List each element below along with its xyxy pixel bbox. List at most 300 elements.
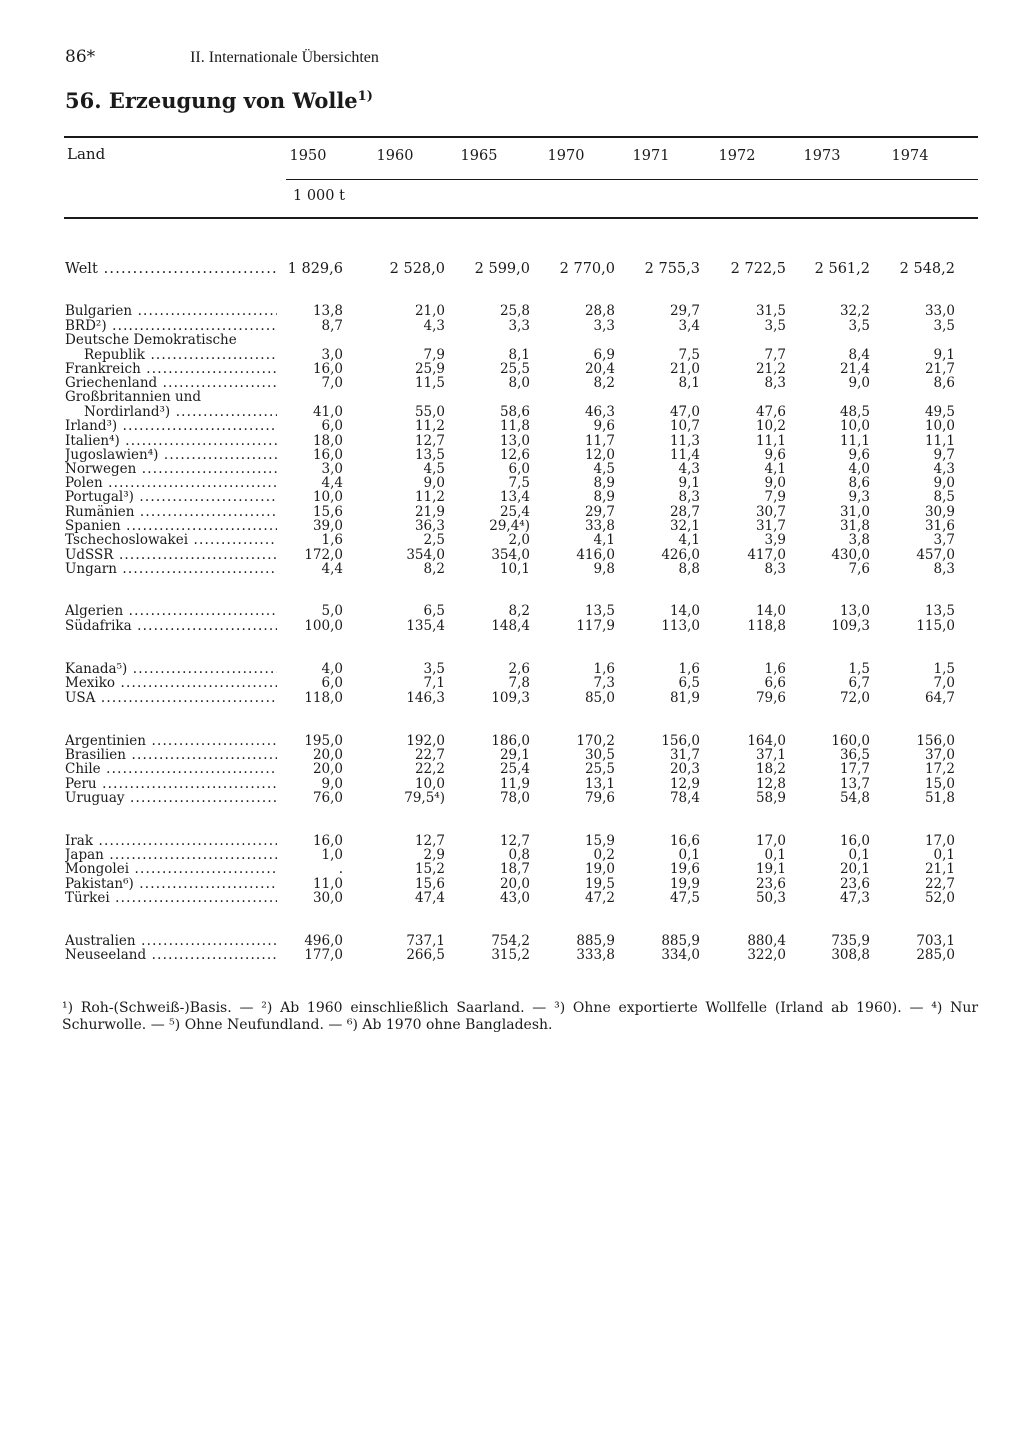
- cell-1971: 2 755,3: [644, 261, 700, 277]
- footnote-5: ⁵) Ohne Neufundland. —: [169, 1017, 343, 1033]
- cell-1960: 22,7: [414, 747, 445, 763]
- cell-1965: 11,9: [499, 776, 530, 792]
- cell-1972: 0,1: [764, 847, 786, 863]
- cell-1970: 6,9: [593, 347, 615, 363]
- cell-1974: 13,5: [924, 603, 955, 619]
- cell-1972: 11,1: [755, 433, 786, 449]
- cell-1965: 186,0: [491, 733, 530, 749]
- cell-1970: 170,2: [576, 733, 615, 749]
- row-label: USA .....: [65, 691, 277, 706]
- cell-1973: 31,8: [839, 518, 870, 534]
- cell-1971: 885,9: [661, 933, 700, 949]
- cell-1972: 118,8: [747, 618, 786, 634]
- cell-1970: 46,3: [584, 404, 615, 420]
- cell-1960: 9,0: [423, 475, 445, 491]
- cell-1973: 160,0: [831, 733, 870, 749]
- cell-1971: 9,1: [678, 475, 700, 491]
- land-column-header: Land: [67, 145, 106, 163]
- cell-1974: 2 548,2: [899, 261, 955, 277]
- cell-1960: 4,5: [423, 461, 445, 477]
- cell-1974: 11,1: [924, 433, 955, 449]
- row-label: Frankreich .....: [65, 362, 277, 377]
- cell-1972: 3,9: [764, 532, 786, 548]
- cell-1972: 79,6: [755, 690, 786, 706]
- cell-1972: 30,7: [755, 504, 786, 520]
- cell-1971: 28,7: [669, 504, 700, 520]
- cell-1960: 6,5: [423, 603, 445, 619]
- cell-1971: 29,7: [669, 303, 700, 319]
- cell-1950: 1,0: [321, 847, 343, 863]
- cell-1970: 19,0: [584, 861, 615, 877]
- cell-1972: 2 722,5: [730, 261, 786, 277]
- cell-1971: 14,0: [669, 603, 700, 619]
- cell-1965: 18,7: [499, 861, 530, 877]
- cell-1965: 6,0: [508, 461, 530, 477]
- row-label: Irak .....: [65, 834, 277, 849]
- cell-1960: 22,2: [414, 761, 445, 777]
- cell-1973: 8,4: [848, 347, 870, 363]
- cell-1973: 8,6: [848, 475, 870, 491]
- cell-1973: 3,5: [848, 318, 870, 334]
- page-number: 86*: [65, 47, 96, 67]
- cell-1960: 146,3: [406, 690, 445, 706]
- row-label: Rumänien .....: [65, 505, 277, 520]
- cell-1972: 3,5: [764, 318, 786, 334]
- cell-1960: 266,5: [406, 947, 445, 963]
- cell-1965: 3,3: [508, 318, 530, 334]
- table-row: [0, 533, 1024, 548]
- cell-1973: 1,5: [848, 661, 870, 677]
- cell-1965: 754,2: [491, 933, 530, 949]
- row-label: Pakistan⁶) .....: [65, 877, 277, 892]
- cell-1960: 55,0: [414, 404, 445, 420]
- cell-1950: 8,7: [321, 318, 343, 334]
- row-label: Japan .....: [65, 848, 277, 863]
- cell-1973: 11,1: [839, 433, 870, 449]
- footnote-1: ¹) Roh-(Schweiß-)Basis. —: [62, 1000, 254, 1016]
- cell-1974: 30,9: [924, 504, 955, 520]
- cell-1965: 13,4: [499, 489, 530, 505]
- cell-1960: 11,2: [414, 489, 445, 505]
- cell-1970: 13,5: [584, 603, 615, 619]
- cell-1973: 4,0: [848, 461, 870, 477]
- cell-1972: 417,0: [747, 547, 786, 563]
- cell-1971: 21,0: [669, 361, 700, 377]
- footnote-4: ⁴) Nur Schurwolle. —: [62, 1000, 979, 1033]
- cell-1960: 36,3: [414, 518, 445, 534]
- cell-1973: 13,0: [839, 603, 870, 619]
- row-label: Republik .....: [84, 348, 277, 363]
- cell-1972: 7,9: [764, 489, 786, 505]
- row-label: Polen .....: [65, 476, 277, 491]
- row-label: Argentinien .....: [65, 734, 277, 749]
- cell-1950: 13,8: [312, 303, 343, 319]
- cell-1971: 20,3: [669, 761, 700, 777]
- table-row: [0, 762, 1024, 777]
- cell-1971: 3,4: [678, 318, 700, 334]
- cell-1971: 47,5: [669, 890, 700, 906]
- cell-1972: 7,7: [764, 347, 786, 363]
- cell-1973: 17,7: [839, 761, 870, 777]
- cell-1973: 13,7: [839, 776, 870, 792]
- cell-1974: 15,0: [924, 776, 955, 792]
- cell-1950: 3,0: [321, 347, 343, 363]
- cell-1970: 333,8: [576, 947, 615, 963]
- cell-1965: 25,5: [499, 361, 530, 377]
- cell-1970: 885,9: [576, 933, 615, 949]
- cell-1974: 703,1: [916, 933, 955, 949]
- cell-1971: 4,1: [678, 532, 700, 548]
- cell-1970: 117,9: [576, 618, 615, 634]
- cell-1965: 29,1: [499, 747, 530, 763]
- cell-1972: 12,8: [755, 776, 786, 792]
- cell-1965: 10,1: [499, 561, 530, 577]
- cell-1950: 1 829,6: [287, 261, 343, 277]
- cell-1965: 2,0: [508, 532, 530, 548]
- cell-1950: 16,0: [312, 361, 343, 377]
- cell-1974: 3,5: [933, 318, 955, 334]
- cell-1965: 58,6: [499, 404, 530, 420]
- cell-1970: 13,1: [584, 776, 615, 792]
- cell-1971: 81,9: [669, 690, 700, 706]
- cell-1950: 3,0: [321, 461, 343, 477]
- year-header-1974: 1974: [891, 148, 929, 164]
- cell-1965: 12,6: [499, 447, 530, 463]
- cell-1974: 9,0: [933, 475, 955, 491]
- cell-1950: 4,0: [321, 661, 343, 677]
- cell-1960: 47,4: [414, 890, 445, 906]
- cell-1972: 322,0: [747, 947, 786, 963]
- cell-1971: 8,1: [678, 375, 700, 391]
- cell-1973: 430,0: [831, 547, 870, 563]
- cell-1950: 177,0: [304, 947, 343, 963]
- year-header-1965: 1965: [460, 148, 498, 164]
- cell-1970: 4,5: [593, 461, 615, 477]
- cell-1973: 21,4: [839, 361, 870, 377]
- cell-1970: 9,8: [593, 561, 615, 577]
- cell-1974: 0,1: [933, 847, 955, 863]
- footnote-3: ³) Ohne exportierte Wollfelle (Irland ab 1960). —: [554, 1000, 924, 1016]
- row-label: Norwegen .....: [65, 462, 277, 477]
- cell-1973: 9,3: [848, 489, 870, 505]
- row-label: Brasilien .....: [65, 748, 277, 763]
- cell-1974: 51,8: [924, 790, 955, 806]
- table-row: [0, 891, 1024, 906]
- cell-1971: 8,3: [678, 489, 700, 505]
- table-row: [0, 619, 1024, 634]
- cell-1971: 113,0: [661, 618, 700, 634]
- table-row: [0, 948, 1024, 963]
- cell-1965: 7,8: [508, 675, 530, 691]
- cell-1950: 76,0: [312, 790, 343, 806]
- year-header-1960: 1960: [376, 148, 414, 164]
- cell-1950: 16,0: [312, 447, 343, 463]
- cell-1973: 23,6: [839, 876, 870, 892]
- row-label: Italien⁴) .....: [65, 434, 277, 449]
- section-title: II. Internationale Übersichten: [190, 49, 379, 66]
- cell-1974: 4,3: [933, 461, 955, 477]
- cell-1965: 43,0: [499, 890, 530, 906]
- cell-1974: 9,1: [933, 347, 955, 363]
- cell-1960: 8,2: [423, 561, 445, 577]
- cell-1965: 2 599,0: [474, 261, 530, 277]
- row-label: Australien .....: [65, 934, 277, 949]
- table-row: [0, 376, 1024, 391]
- cell-1960: 737,1: [406, 933, 445, 949]
- cell-1950: 10,0: [312, 489, 343, 505]
- cell-1971: 32,1: [669, 518, 700, 534]
- cell-1950: 1,6: [321, 532, 343, 548]
- cell-1960: 15,6: [414, 876, 445, 892]
- cell-1960: 11,2: [414, 418, 445, 434]
- cell-1965: 8,0: [508, 375, 530, 391]
- cell-1974: 457,0: [916, 547, 955, 563]
- cell-1974: 156,0: [916, 733, 955, 749]
- cell-1972: 37,1: [755, 747, 786, 763]
- cell-1950: 16,0: [312, 833, 343, 849]
- cell-1960: 12,7: [414, 433, 445, 449]
- cell-1973: 16,0: [839, 833, 870, 849]
- cell-1950: 4,4: [321, 475, 343, 491]
- cell-1974: 1,5: [933, 661, 955, 677]
- cell-1965: 354,0: [491, 547, 530, 563]
- row-label: Jugoslawien⁴) .....: [65, 448, 277, 463]
- cell-1973: 31,0: [839, 504, 870, 520]
- cell-1965: 0,8: [508, 847, 530, 863]
- cell-1972: 8,3: [764, 375, 786, 391]
- cell-1950: 39,0: [312, 518, 343, 534]
- cell-1970: 8,9: [593, 475, 615, 491]
- cell-1950: 9,0: [321, 776, 343, 792]
- cell-1972: 9,6: [764, 447, 786, 463]
- cell-1972: 19,1: [755, 861, 786, 877]
- row-label: Tschechoslowakei .....: [65, 533, 277, 548]
- cell-1973: 54,8: [839, 790, 870, 806]
- cell-1974: 21,7: [924, 361, 955, 377]
- cell-1971: 19,6: [669, 861, 700, 877]
- footnotes: [62, 1000, 978, 1034]
- year-header-1973: 1973: [803, 148, 841, 164]
- row-label: Großbritannien und: [65, 390, 201, 405]
- cell-1971: 7,5: [678, 347, 700, 363]
- cell-1972: 880,4: [747, 933, 786, 949]
- cell-1960: 11,5: [414, 375, 445, 391]
- cell-1973: 2 561,2: [814, 261, 870, 277]
- cell-1950: .: [338, 861, 343, 877]
- cell-1970: 85,0: [584, 690, 615, 706]
- row-label: Welt .....: [65, 262, 277, 277]
- cell-1974: 10,0: [924, 418, 955, 434]
- cell-1970: 3,3: [593, 318, 615, 334]
- cell-1950: 18,0: [312, 433, 343, 449]
- cell-1972: 23,6: [755, 876, 786, 892]
- cell-1970: 4,1: [593, 532, 615, 548]
- row-label: BRD²) .....: [65, 319, 277, 334]
- cell-1972: 50,3: [755, 890, 786, 906]
- cell-1960: 79,5⁴): [404, 790, 445, 806]
- cell-1974: 21,1: [924, 861, 955, 877]
- cell-1970: 33,8: [584, 518, 615, 534]
- row-label: UdSSR .....: [65, 548, 277, 563]
- cell-1973: 3,8: [848, 532, 870, 548]
- cell-1970: 25,5: [584, 761, 615, 777]
- table-row: [0, 562, 1024, 577]
- cell-1971: 426,0: [661, 547, 700, 563]
- cell-1974: 22,7: [924, 876, 955, 892]
- cell-1973: 9,0: [848, 375, 870, 391]
- row-label: Südafrika .....: [65, 619, 277, 634]
- row-label: Mongolei .....: [65, 862, 277, 877]
- cell-1960: 21,0: [414, 303, 445, 319]
- row-label: Kanada⁵) .....: [65, 662, 277, 677]
- footnote-6: ⁶) Ab 1970 ohne Bangladesh.: [346, 1017, 553, 1033]
- cell-1960: 15,2: [414, 861, 445, 877]
- cell-1974: 8,5: [933, 489, 955, 505]
- cell-1974: 52,0: [924, 890, 955, 906]
- cell-1965: 25,4: [499, 761, 530, 777]
- row-label: Ungarn .....: [65, 562, 277, 577]
- cell-1960: 10,0: [414, 776, 445, 792]
- cell-1972: 58,9: [755, 790, 786, 806]
- cell-1972: 4,1: [764, 461, 786, 477]
- cell-1973: 308,8: [831, 947, 870, 963]
- cell-1972: 6,6: [764, 675, 786, 691]
- cell-1974: 49,5: [924, 404, 955, 420]
- cell-1971: 0,1: [678, 847, 700, 863]
- cell-1971: 78,4: [669, 790, 700, 806]
- table-title-note: 1): [357, 89, 373, 104]
- cell-1950: 172,0: [304, 547, 343, 563]
- cell-1950: 118,0: [304, 690, 343, 706]
- row-label: Mexiko .....: [65, 676, 277, 691]
- cell-1965: 8,2: [508, 603, 530, 619]
- cell-1950: 100,0: [304, 618, 343, 634]
- cell-1970: 30,5: [584, 747, 615, 763]
- cell-1972: 31,7: [755, 518, 786, 534]
- cell-1971: 19,9: [669, 876, 700, 892]
- cell-1960: 192,0: [406, 733, 445, 749]
- table-row: [0, 304, 1024, 319]
- table-row: [0, 319, 1024, 334]
- cell-1971: 11,4: [669, 447, 700, 463]
- cell-1960: 2,5: [423, 532, 445, 548]
- cell-1974: 17,2: [924, 761, 955, 777]
- cell-1974: 9,7: [933, 447, 955, 463]
- cell-1971: 10,7: [669, 418, 700, 434]
- table-row: [0, 490, 1024, 505]
- cell-1960: 7,1: [423, 675, 445, 691]
- cell-1973: 20,1: [839, 861, 870, 877]
- cell-1973: 47,3: [839, 890, 870, 906]
- row-label: Algerien .....: [65, 604, 277, 619]
- table-row: [0, 390, 1024, 405]
- row-label: Peru .....: [65, 777, 277, 792]
- table-row: [0, 862, 1024, 877]
- cell-1974: 17,0: [924, 833, 955, 849]
- cell-1950: 11,0: [312, 876, 343, 892]
- cell-1960: 21,9: [414, 504, 445, 520]
- cell-1971: 11,3: [669, 433, 700, 449]
- cell-1974: 285,0: [916, 947, 955, 963]
- cell-1950: 496,0: [304, 933, 343, 949]
- table-row: [0, 333, 1024, 348]
- cell-1974: 7,0: [933, 675, 955, 691]
- cell-1960: 12,7: [414, 833, 445, 849]
- cell-1973: 72,0: [839, 690, 870, 706]
- cell-1974: 3,7: [933, 532, 955, 548]
- row-label: Deutsche Demokratische: [65, 333, 237, 348]
- cell-1973: 0,1: [848, 847, 870, 863]
- table-title-text: 56. Erzeugung von Wolle: [65, 88, 358, 113]
- cell-1950: 5,0: [321, 603, 343, 619]
- cell-1965: 12,7: [499, 833, 530, 849]
- cell-1965: 13,0: [499, 433, 530, 449]
- cell-1971: 8,8: [678, 561, 700, 577]
- cell-1970: 15,9: [584, 833, 615, 849]
- cell-1973: 109,3: [831, 618, 870, 634]
- row-label: Griechenland .....: [65, 376, 277, 391]
- cell-1960: 25,9: [414, 361, 445, 377]
- year-header-1971: 1971: [632, 148, 670, 164]
- row-label: Neuseeland .....: [65, 948, 277, 963]
- cell-1965: 11,8: [499, 418, 530, 434]
- cell-1960: 13,5: [414, 447, 445, 463]
- cell-1974: 115,0: [916, 618, 955, 634]
- cell-1972: 164,0: [747, 733, 786, 749]
- cell-1972: 1,6: [764, 661, 786, 677]
- cell-1950: 15,6: [312, 504, 343, 520]
- cell-1965: 78,0: [499, 790, 530, 806]
- cell-1950: 4,4: [321, 561, 343, 577]
- cell-1974: 37,0: [924, 747, 955, 763]
- table-row: [0, 691, 1024, 706]
- cell-1960: 135,4: [406, 618, 445, 634]
- row-label: Irland³) .....: [65, 419, 277, 434]
- row-label: Chile .....: [65, 762, 277, 777]
- unit-label: 1 000 t: [293, 188, 345, 204]
- table-row: [0, 791, 1024, 806]
- cell-1950: 41,0: [312, 404, 343, 420]
- cell-1973: 9,6: [848, 447, 870, 463]
- cell-1971: 16,6: [669, 833, 700, 849]
- cell-1972: 8,3: [764, 561, 786, 577]
- cell-1973: 10,0: [839, 418, 870, 434]
- cell-1972: 9,0: [764, 475, 786, 491]
- footnote-2: ²) Ab 1960 einschließlich Saarland. —: [261, 1000, 547, 1016]
- cell-1960: 2,9: [423, 847, 445, 863]
- cell-1965: 7,5: [508, 475, 530, 491]
- cell-1965: 20,0: [499, 876, 530, 892]
- cell-1965: 25,8: [499, 303, 530, 319]
- cell-1972: 10,2: [755, 418, 786, 434]
- cell-1971: 12,9: [669, 776, 700, 792]
- table-row: [0, 676, 1024, 691]
- cell-1970: 11,7: [584, 433, 615, 449]
- cell-1970: 8,2: [593, 375, 615, 391]
- row-label: Nordirland³) .....: [84, 405, 277, 420]
- cell-1971: 6,5: [678, 675, 700, 691]
- cell-1972: 14,0: [755, 603, 786, 619]
- table-row: [0, 604, 1024, 619]
- cell-1960: 2 528,0: [389, 261, 445, 277]
- year-header-1970: 1970: [547, 148, 585, 164]
- cell-1965: 109,3: [491, 690, 530, 706]
- cell-1972: 31,5: [755, 303, 786, 319]
- cell-1972: 18,2: [755, 761, 786, 777]
- cell-1974: 31,6: [924, 518, 955, 534]
- cell-1965: 315,2: [491, 947, 530, 963]
- table-row: [0, 419, 1024, 434]
